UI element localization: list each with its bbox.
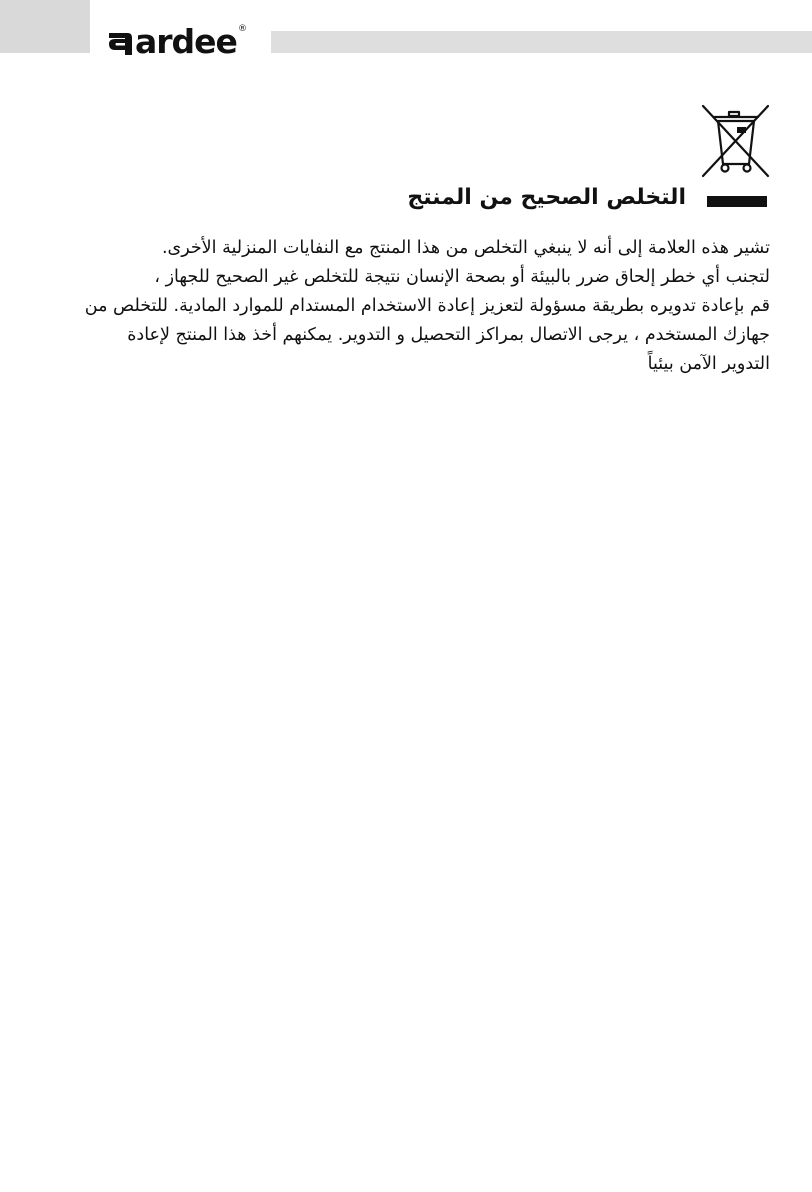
registered-mark: ® (237, 24, 247, 34)
crossed-out-wheelie-bin-icon (696, 102, 774, 180)
disposal-paragraph (35, 234, 770, 379)
black-separator-bar (707, 196, 767, 207)
header-bar (271, 31, 812, 53)
brand-logo (106, 19, 247, 61)
header-tab (0, 0, 90, 53)
ardee-logo-mark-icon (106, 29, 134, 57)
paragraph-line: جهازك المستخدم ، يرجى الاتصال بمراكز التحصيل و التدوير. يمكنهم أخذ هذا المنتج لإعادة (127, 325, 770, 345)
paragraph-line: التدوير الآمن بيئياً (647, 354, 770, 374)
paragraph-line: تشير هذه العلامة إلى أنه لا ينبغي التخلص من هذا المنتج مع النفايات المنزلية الأخرى. (161, 238, 770, 258)
paragraph-line: قم بإعادة تدويره بطريقة مسؤولة لتعزيز إعادة الاستخدام المستدام للموارد المادية. للتخلص من (84, 296, 770, 316)
paragraph-line: لتجنب أي خطر إلحاق ضرر بالبيئة أو بصحة الإنسان نتيجة للتخلص غير الصحيح للجهاز ، (154, 267, 770, 287)
section-title: التخلص الصحيح من المنتج (407, 185, 686, 210)
brand-name: ardee (135, 22, 237, 61)
